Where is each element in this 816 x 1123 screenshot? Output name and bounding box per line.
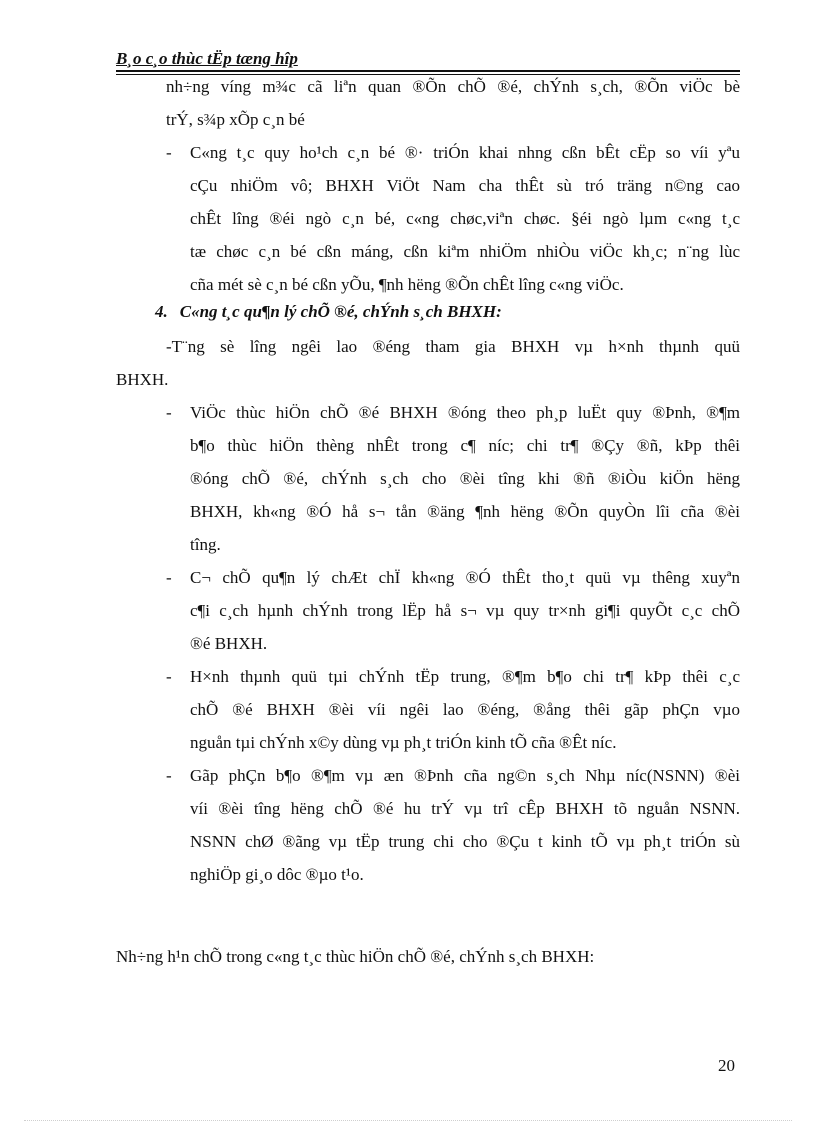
header-rule	[116, 70, 740, 72]
list-item-line: nguån tµi chÝnh x©y dùng vµ ph¸t triÓn kinh tÕ cña ®Êt níc.	[190, 733, 617, 752]
list-item-line: cña mét sè c¸n bé cßn yÕu, ¶nh hëng ®Õn chÊt lîng c«ng viÖc.	[190, 275, 624, 294]
running-header-title: B¸o c¸o thùc tËp tæng hîp	[116, 49, 298, 68]
list-item-line: NSNN chØ ®ãng vµ tËp trung chi cho ®Çu t kinh tÕ vµ ph¸t triÓn sù	[190, 832, 740, 851]
paragraph-line: Nh÷ng h¹n chÕ trong c«ng t¸c thùc hiÖn chÕ ®é, chÝnh s¸ch BHXH:	[116, 947, 595, 966]
page-bottom-border	[24, 1120, 792, 1121]
paragraph-line: BHXH.	[116, 370, 169, 389]
list-item-line: víi ®èi tîng hëng chÕ ®é hu trÝ vµ trî cÊp BHXH tõ nguån NSNN.	[190, 799, 740, 818]
list-item-line: ®é BHXH.	[190, 634, 268, 653]
section-title: C«ng t¸c qu¶n lý chÕ ®é, chÝnh s¸ch BHXH:	[179, 302, 502, 321]
bullet-dash: -	[166, 143, 172, 162]
bullet-dash: -	[166, 568, 172, 587]
page-number: 20	[718, 1056, 735, 1075]
list-item-line: tæ chøc c¸n bé cßn máng, cßn kiªm nhiÖm nhiÒu viÖc kh¸c; n¨ng lùc	[190, 242, 740, 261]
list-item-line: b¶o thùc hiÖn thèng nhÊt trong c¶ níc; chi tr¶ ®Çy ®ñ, kÞp thêi	[190, 436, 740, 455]
list-item-line: chÊt lîng ®éi ngò c¸n bé, c«ng chøc,viªn chøc. §éi ngò lµm c«ng t¸c	[190, 209, 740, 228]
section-heading	[155, 302, 502, 322]
list-item-line: tîng.	[190, 535, 221, 554]
list-item-line: c¶i c¸ch hµnh chÝnh trong lËp hå s¬ vµ quy tr×nh gi¶i quyÕt c¸c chÕ	[190, 601, 740, 620]
list-item-line: BHXH, kh«ng ®Ó hå s¬ tån ®äng ¶nh hëng ®Õn quyÒn lîi cña ®èi	[190, 502, 740, 521]
bullet-dash: -	[166, 766, 172, 785]
paragraph-line: trÝ, s¾p xÕp c¸n bé	[166, 110, 305, 129]
bullet-dash: -	[166, 403, 172, 422]
list-item-line: C«ng t¸c quy ho¹ch c¸n bé ®· triÓn khai nhng cßn bÊt cËp so víi yªu	[190, 143, 740, 162]
list-item-line: nghiÖp gi¸o dôc ®µo t¹o.	[190, 865, 364, 884]
section-number: 4.	[155, 302, 168, 321]
list-item-line: chÕ ®é BHXH ®èi víi ngêi lao ®éng, ®ång thêi gãp phÇn vµo	[190, 700, 740, 719]
list-item-line: ®óng chÕ ®é, chÝnh s¸ch cho ®èi tîng khi ®ñ ®iÒu kiÖn hëng	[190, 469, 740, 488]
list-item-line: H×nh thµnh quü tµi chÝnh tËp trung, ®¶m b¶o chi tr¶ kÞp thêi c¸c	[190, 667, 740, 686]
header-rule-thin	[116, 74, 740, 75]
list-item-line: Gãp phÇn b¶o ®¶m vµ æn ®Þnh cña ng©n s¸ch Nhµ níc(NSNN) ®èi	[190, 766, 740, 785]
paragraph-line: -T¨ng sè lîng ngêi lao ®éng tham gia BHXH vµ h×nh thµnh quü	[166, 337, 740, 356]
bullet-dash: -	[166, 667, 172, 686]
list-item-line: cÇu nhiÖm vô; BHXH ViÖt Nam cha thÊt sù tró träng n©ng cao	[190, 176, 740, 195]
paragraph-line: nh÷ng víng m¾c cã liªn quan ®Õn chÕ ®é, chÝnh s¸ch, ®Õn viÖc bè	[166, 77, 740, 96]
list-item-line: C¬ chÕ qu¶n lý chÆt chÏ kh«ng ®Ó thÊt tho¸t quü vµ thêng xuyªn	[190, 568, 740, 587]
list-item-line: ViÖc thùc hiÖn chÕ ®é BHXH ®óng theo ph¸p luËt quy ®Þnh, ®¶m	[190, 403, 740, 422]
